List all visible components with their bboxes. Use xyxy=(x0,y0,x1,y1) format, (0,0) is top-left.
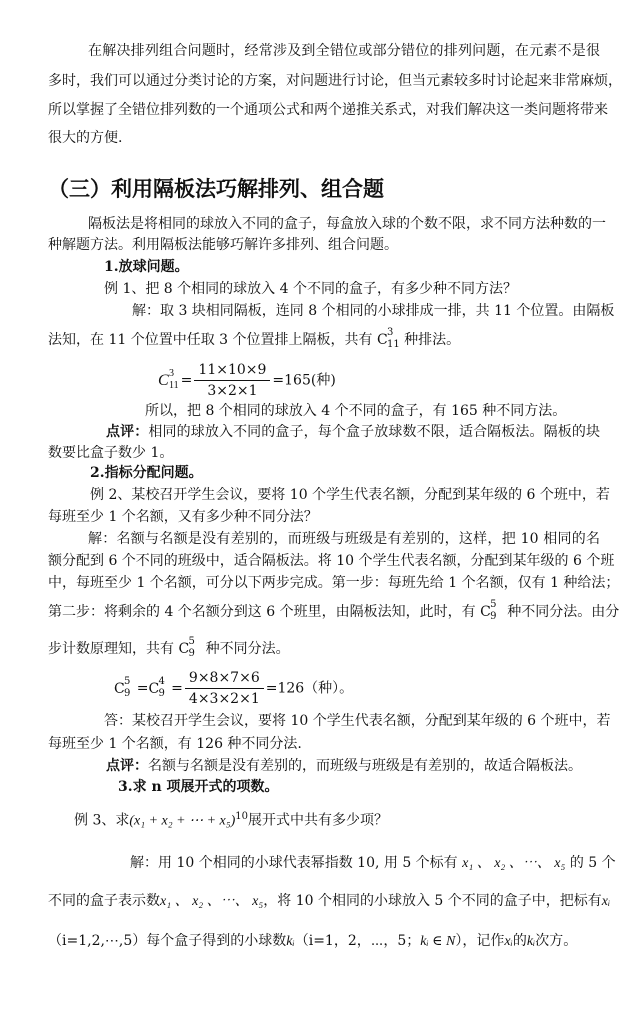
sub2-solution-2: 额分配到 6 个不同的班级中，适合隔板法。将 10 个学生代表名额，分配到某年级的 6 个班 xyxy=(48,553,615,569)
formula-1: C 3 11 = $\frac{11\times 10\times 9}{3\times 2\times 1}$ =165(种) xyxy=(158,362,336,399)
sub2-answer-2: 每班至少 1 个名额，有 126 种不同分法. xyxy=(48,736,302,752)
combination-symbol: C 3 11 xyxy=(158,367,179,391)
sub2-example-2: 每班至少 1 个名额，又有多少种不同分法？ xyxy=(48,509,318,525)
sub1-solution-1: 解：取 3 块相同隔板，连同 8 个相同的小球排成一排，共 11 个位置。由隔板 xyxy=(132,303,615,319)
intro-line-2: 多时，我们可以通过分类讨论的方案，对问题进行讨论，但当元素较多时讨论起来非常麻烦， xyxy=(48,73,622,89)
sub2-answer-1: 答：某校召开学生会议，要将 10 个学生代表名额，分配到某年级的 6 个班中，若 xyxy=(104,713,611,729)
combination-symbol: C 5 9 xyxy=(178,636,195,659)
fraction: $\frac{9\times 8\times 7\times 6}{4\times 3\times 2\times 1}$ xyxy=(185,668,264,709)
sub3-example: 例 3、求(x₁ + x₂ + ⋯ + x₅)$^{10}$展开式中共有多少项？ xyxy=(74,811,389,829)
sub1-example: 例 1、把 8 个相同的球放入 4 个不同的盒子，有多少种不同方法？ xyxy=(104,281,517,297)
sub2-solution-3: 中，每班至少 1 个名额，可分以下两步完成。第一步：每班先给 1 个名额，仅有 1 种给法； xyxy=(48,575,620,591)
sub1-heading: 1.放球问题。 xyxy=(104,259,189,275)
sub2-comment: 点评：名额与名额是没有差别的，而班级与班级是有差别的，故适合隔板法。 xyxy=(106,758,582,774)
combination-symbol: C 4 9 xyxy=(148,675,165,699)
sub2-solution-4: 第二步：将剩余的 4 个名额分到这 6 个班里，由隔板法知，此时，有 C 5 9 种不同分法。由分 xyxy=(48,599,620,622)
sub2-solution-5: 步计数原理知，共有 C 5 9 种不同分法。 xyxy=(48,636,290,659)
sub3-heading: 3.求 n 项展开式的项数。 xyxy=(118,779,279,795)
sub3-solution-2: 不同的盒子表示数x₁ 、 x₂ 、⋯、 x₅，将 10 个相同的小球放入 5 个不同的盒子中，把标有xᵢ xyxy=(48,893,611,909)
sub1-solution-2: 法知，在 11 个位置中任取 3 个位置排上隔板，共有 C 3 11 种排法。 xyxy=(48,327,461,350)
sub1-comment-1: 点评：相同的球放入不同的盒子，每个盒子放球数不限，适合隔板法。隔板的块 xyxy=(106,424,601,440)
intro-line-3: 所以掌握了全错位排列数的一个通项公式和两个递推关系式，对我们解决这一类问题将带来 xyxy=(48,102,608,118)
sub1-comment-2: 数要比盒子数少 1。 xyxy=(48,445,174,461)
sub2-solution-1: 解：名额与名额是没有差别的，而班级与班级是有差别的，这样，把 10 相同的名 xyxy=(88,531,600,547)
sub3-solution-1: 解：用 10 个相同的小球代表幂指数 10, 用 5 个标有 x₁ 、 x₂ 、⋯、 x₅ 的 5 个 xyxy=(130,855,616,871)
intro-line-1: 在解决排列组合问题时，经常涉及到全错位或部分错位的排列问题，在元素不是很 xyxy=(88,43,600,59)
sub1-conclusion: 所以，把 8 个相同的球放入 4 个不同的盒子，有 165 种不同方法。 xyxy=(145,403,567,419)
intro-line-4: 很大的方便. xyxy=(48,130,123,146)
sub2-example-1: 例 2、某校召开学生会议，要将 10 个学生代表名额，分配到某年级的 6 个班中，若 xyxy=(90,487,610,503)
sub2-heading: 2.指标分配问题。 xyxy=(90,465,203,481)
combination-symbol: C 5 9 xyxy=(480,599,497,622)
section-title: （三）利用隔板法巧解排列、组合题 xyxy=(48,177,384,201)
formula-2: C 5 9 =C 4 9 = $\frac{9\times 8\times 7\times 6}{4\times 3\times 2\times 1}$ =126（种）。 xyxy=(114,670,354,707)
combination-symbol: C 3 11 xyxy=(376,327,400,350)
combination-symbol: C 5 9 xyxy=(114,675,131,699)
para1-line-2: 种解题方法。利用隔板法能够巧解许多排列、组合问题。 xyxy=(48,237,398,253)
fraction: $\frac{11\times 10\times 9}{3\times 2\times 1}$ xyxy=(194,360,270,401)
para1-line-1: 隔板法是将相同的球放入不同的盒子，每盒放入球的个数不限，求不同方法种数的一 xyxy=(88,216,606,232)
sub3-solution-3: （i=1,2,⋯,5）每个盒子得到的小球数kᵢ（i=1，2，⋯，5；kᵢ ∈ N），记作xᵢ的kᵢ次方。 xyxy=(48,933,578,949)
